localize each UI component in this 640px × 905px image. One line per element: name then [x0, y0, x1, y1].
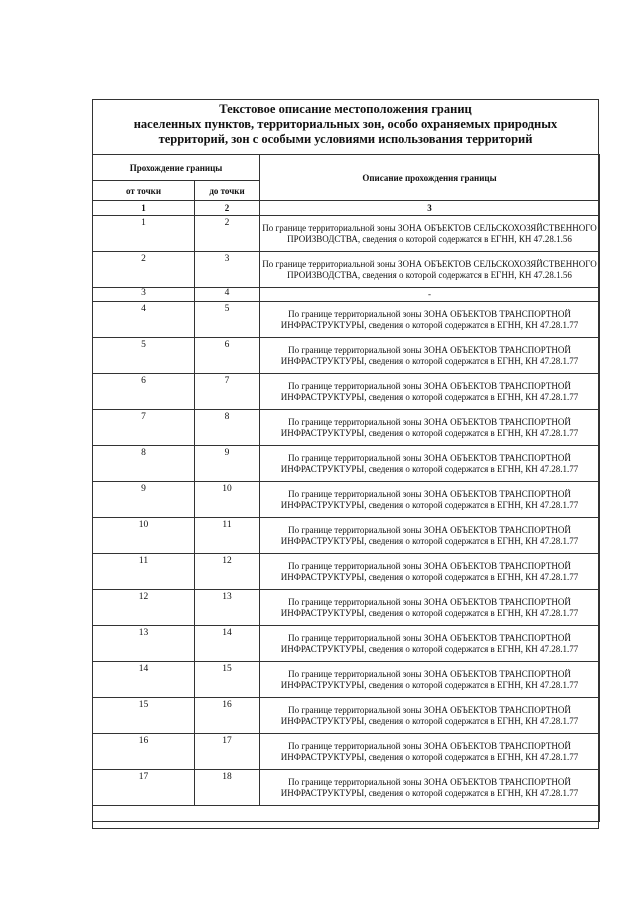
table-row: [93, 626, 600, 662]
to-point-cell: 8: [195, 410, 260, 446]
from-point-cell: 10: [93, 518, 195, 554]
to-point-cell: 15: [195, 662, 260, 698]
header-to-point: до точки: [195, 181, 260, 201]
from-point-cell: 8: [93, 446, 195, 482]
title-line-2: населенных пунктов, территориальных зон, особо охраняемых природных: [133, 117, 558, 131]
description-cell: По границе территориальной зоны ЗОНА ОБЪЕКТОВ СЕЛЬСКОХОЗЯЙСТВЕННОГО ПРОИЗВОДСТВА, сведения о которой содержатся в ЕГНН, КН 47.28.1.56: [260, 252, 600, 288]
description-cell: По границе территориальной зоны ЗОНА ОБЪЕКТОВ ТРАНСПОРТНОЙ ИНФРАСТРУКТУРЫ, сведения о которой содержатся в ЕГНН, КН 47.28.1.77: [260, 446, 600, 482]
to-point-cell: 3: [195, 252, 260, 288]
to-point-cell: 10: [195, 482, 260, 518]
to-point-cell: 18: [195, 770, 260, 806]
description-cell: По границе территориальной зоны ЗОНА ОБЪЕКТОВ ТРАНСПОРТНОЙ ИНФРАСТРУКТУРЫ, сведения о которой содержатся в ЕГНН, КН 47.28.1.77: [260, 662, 600, 698]
table-row: [93, 252, 600, 288]
table-row: [93, 518, 600, 554]
to-point-cell: 11: [195, 518, 260, 554]
table-row: [93, 338, 600, 374]
header-from-point: от точки: [93, 181, 195, 201]
table-row: [93, 374, 600, 410]
table-row: [93, 482, 600, 518]
from-point-cell: 15: [93, 698, 195, 734]
boundary-table: [92, 154, 600, 822]
to-point-cell: 4: [195, 288, 260, 302]
to-point-cell: 2: [195, 216, 260, 252]
description-cell: По границе территориальной зоны ЗОНА ОБЪЕКТОВ ТРАНСПОРТНОЙ ИНФРАСТРУКТУРЫ, сведения о которой содержатся в ЕГНН, КН 47.28.1.77: [260, 410, 600, 446]
from-point-cell: 7: [93, 410, 195, 446]
table-row: [93, 734, 600, 770]
to-point-cell: 16: [195, 698, 260, 734]
to-point-cell: 14: [195, 626, 260, 662]
from-point-cell: 5: [93, 338, 195, 374]
column-number-1: 1: [93, 201, 195, 216]
table-body: [93, 216, 600, 806]
to-point-cell: 7: [195, 374, 260, 410]
table-empty-row: [93, 806, 600, 822]
description-cell: По границе территориальной зоны ЗОНА ОБЪЕКТОВ ТРАНСПОРТНОЙ ИНФРАСТРУКТУРЫ, сведения о которой содержатся в ЕГНН, КН 47.28.1.77: [260, 698, 600, 734]
table-row: [93, 698, 600, 734]
description-cell: По границе территориальной зоны ЗОНА ОБЪЕКТОВ ТРАНСПОРТНОЙ ИНФРАСТРУКТУРЫ, сведения о которой содержатся в ЕГНН, КН 47.28.1.77: [260, 518, 600, 554]
table-row: [93, 662, 600, 698]
to-point-cell: 12: [195, 554, 260, 590]
from-point-cell: 6: [93, 374, 195, 410]
empty-cell: [93, 806, 600, 822]
description-cell: По границе территориальной зоны ЗОНА ОБЪЕКТОВ ТРАНСПОРТНОЙ ИНФРАСТРУКТУРЫ, сведения о которой содержатся в ЕГНН, КН 47.28.1.77: [260, 590, 600, 626]
description-cell: По границе территориальной зоны ЗОНА ОБЪЕКТОВ СЕЛЬСКОХОЗЯЙСТВЕННОГО ПРОИЗВОДСТВА, сведения о которой содержатся в ЕГНН, КН 47.28.1.56: [260, 216, 600, 252]
column-number-2: 2: [195, 201, 260, 216]
description-cell: По границе территориальной зоны ЗОНА ОБЪЕКТОВ ТРАНСПОРТНОЙ ИНФРАСТРУКТУРЫ, сведения о которой содержатся в ЕГНН, КН 47.28.1.77: [260, 482, 600, 518]
table-row: [93, 770, 600, 806]
table-row: [93, 410, 600, 446]
description-cell: По границе территориальной зоны ЗОНА ОБЪЕКТОВ ТРАНСПОРТНОЙ ИНФРАСТРУКТУРЫ, сведения о которой содержатся в ЕГНН, КН 47.28.1.77: [260, 734, 600, 770]
from-point-cell: 12: [93, 590, 195, 626]
from-point-cell: 1: [93, 216, 195, 252]
from-point-cell: 17: [93, 770, 195, 806]
description-cell: По границе территориальной зоны ЗОНА ОБЪЕКТОВ ТРАНСПОРТНОЙ ИНФРАСТРУКТУРЫ, сведения о которой содержатся в ЕГНН, КН 47.28.1.77: [260, 374, 600, 410]
table-row: [93, 446, 600, 482]
from-point-cell: 9: [93, 482, 195, 518]
table-row: [93, 554, 600, 590]
to-point-cell: 13: [195, 590, 260, 626]
from-point-cell: 16: [93, 734, 195, 770]
table-row: [93, 590, 600, 626]
description-cell: По границе территориальной зоны ЗОНА ОБЪЕКТОВ ТРАНСПОРТНОЙ ИНФРАСТРУКТУРЫ, сведения о которой содержатся в ЕГНН, КН 47.28.1.77: [260, 338, 600, 374]
from-point-cell: 4: [93, 302, 195, 338]
description-cell: По границе территориальной зоны ЗОНА ОБЪЕКТОВ ТРАНСПОРТНОЙ ИНФРАСТРУКТУРЫ, сведения о которой содержатся в ЕГНН, КН 47.28.1.77: [260, 302, 600, 338]
from-point-cell: 13: [93, 626, 195, 662]
description-cell: -: [260, 288, 600, 302]
from-point-cell: 3: [93, 288, 195, 302]
description-cell: По границе территориальной зоны ЗОНА ОБЪЕКТОВ ТРАНСПОРТНОЙ ИНФРАСТРУКТУРЫ, сведения о которой содержатся в ЕГНН, КН 47.28.1.77: [260, 626, 600, 662]
title-line-3: территорий, зон с особыми условиями использования территорий: [158, 132, 533, 146]
from-point-cell: 11: [93, 554, 195, 590]
document-title: [92, 102, 599, 147]
to-point-cell: 6: [195, 338, 260, 374]
header-boundary-passage: Прохождение границы: [93, 155, 260, 181]
table-row: [93, 302, 600, 338]
from-point-cell: 2: [93, 252, 195, 288]
title-line-1: Текстовое описание местоположения границ: [219, 102, 472, 116]
header-description: Описание прохождения границы: [260, 155, 600, 201]
description-cell: По границе территориальной зоны ЗОНА ОБЪЕКТОВ ТРАНСПОРТНОЙ ИНФРАСТРУКТУРЫ, сведения о которой содержатся в ЕГНН, КН 47.28.1.77: [260, 554, 600, 590]
to-point-cell: 9: [195, 446, 260, 482]
to-point-cell: 17: [195, 734, 260, 770]
table-row: [93, 216, 600, 252]
to-point-cell: 5: [195, 302, 260, 338]
description-cell: По границе территориальной зоны ЗОНА ОБЪЕКТОВ ТРАНСПОРТНОЙ ИНФРАСТРУКТУРЫ, сведения о которой содержатся в ЕГНН, КН 47.28.1.77: [260, 770, 600, 806]
column-number-3: 3: [260, 201, 600, 216]
from-point-cell: 14: [93, 662, 195, 698]
table-row: [93, 288, 600, 302]
